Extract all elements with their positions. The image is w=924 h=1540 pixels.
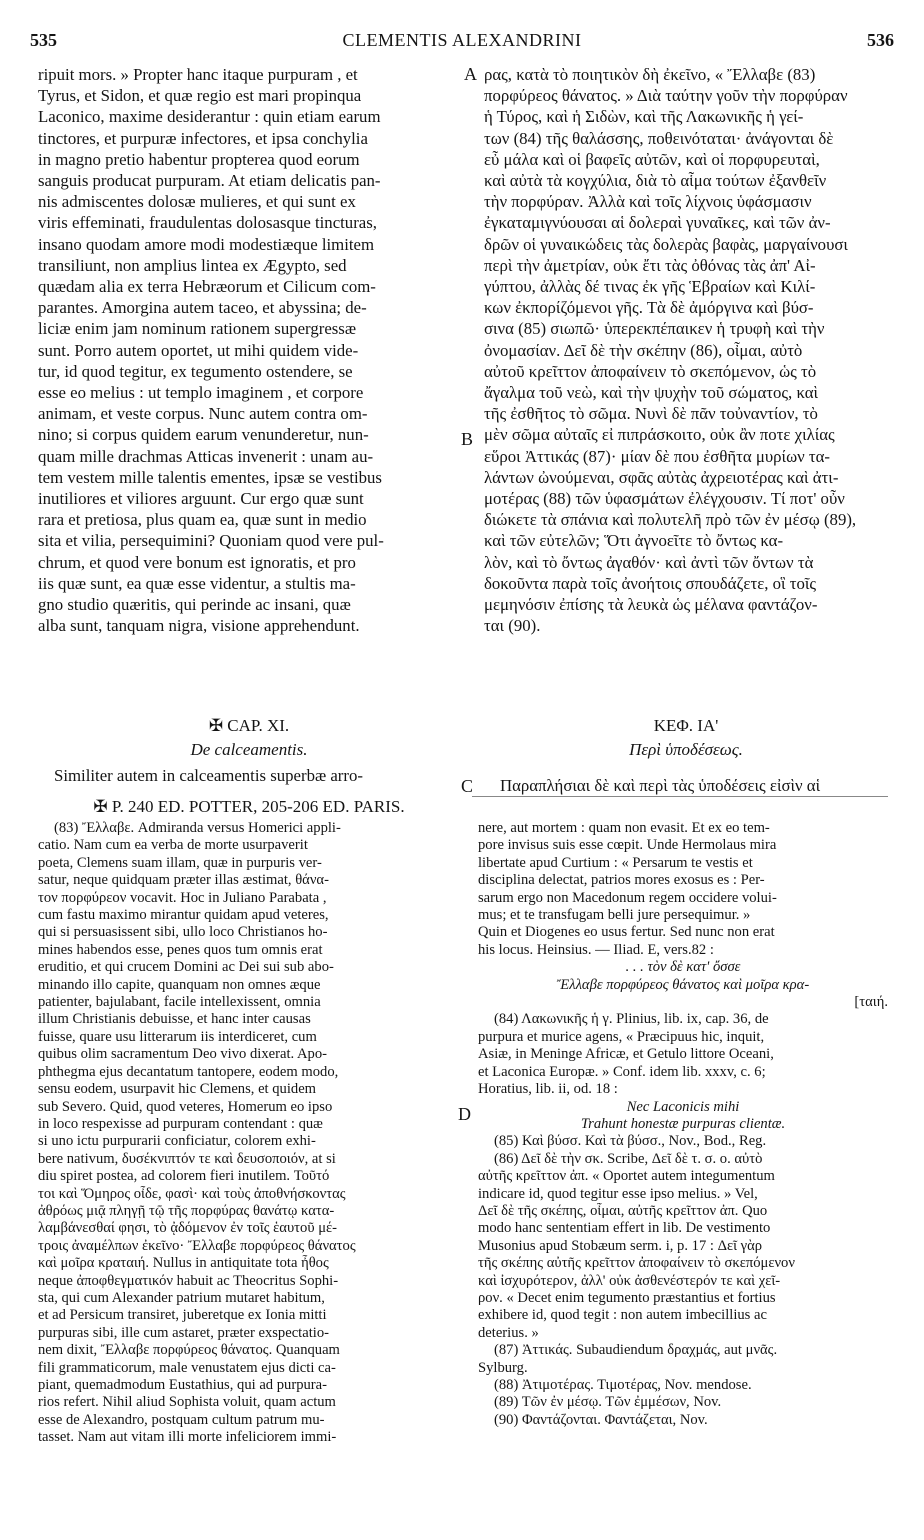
latin-line: gno studio quæritis, qui perinde ac insani, quæ	[38, 595, 351, 615]
footnote-line: phthegma ejus decantatum tantopere, eodem modo,	[38, 1063, 339, 1080]
footnote-line: esse de Alexandro, postquam cultum patrum mu-	[38, 1411, 325, 1428]
footnote-line: (88) Ἀτιμοτέρας. Τιμοτέρας, Nov. mendose.	[494, 1377, 752, 1393]
chapter-title-latin: ✠ CAP. XI.	[208, 716, 290, 735]
greek-line: αὐτοῦ κρεῖττον ἀποφαίνειν τὸ σκεπόμενον, ὡς τὸ	[484, 361, 817, 381]
footnote-line: nem dixit, Ἔλλαβε πορφύρεος θάνατος. Quanquam	[38, 1342, 340, 1359]
latin-line: tinctores, et purpuræ infectores, et ipsa conchylia	[38, 128, 368, 148]
greek-line: κων ἐκπορίζόμενοι γῆς. Τὰ δὲ ἀμόργινα καὶ βύσ-	[484, 298, 814, 318]
greek-line: μοτέρας (88) τῶν ὑφασμάτων ἐλέγχουσιν. Τί ποτ' οὖν	[484, 489, 845, 509]
latin-line: rara et pretiosa, plus quam ea, quæ sunt in medio	[38, 510, 367, 530]
greek-line: πορφύρεος θάνατος. » Διὰ ταύτην γοῦν τὴν πορφύραν	[484, 86, 848, 106]
footnote-line: nere, aut mortem : quam non evasit. Et ex eo tem-	[478, 820, 770, 836]
footnote-line: (86) Δεῖ δὲ τὴν σκ. Scribe, Δεῖ δὲ τ. σ. ο. αὐτὸ	[494, 1150, 763, 1167]
footnote-line: αὐτῆς κρεῖττον ἀπ. « Oportet autem integumentum	[478, 1168, 775, 1185]
footnote-line: Δεῖ δὲ τῆς σκέπης, οἶμαι, αὐτῆς κρεῖττον ἀπ. Quo	[478, 1202, 768, 1219]
latin-line: quædam alia ex terra Hebræorum et Cilicum com-	[38, 277, 376, 297]
footnote-line: sarum ergo non Macedonum regem occidere volui-	[478, 889, 777, 906]
footnote-line: exhibere id, quod tegit : non autem imbecillius ac	[478, 1307, 767, 1324]
greek-line: ται (90).	[484, 616, 541, 636]
footnote-line: catio. Nam cum ea verba de morte usurpaverit	[38, 837, 308, 854]
page-number-left: 535	[30, 30, 57, 50]
footnote-line: et Laconica Europæ. » Conf. idem lib. xxxv, c. 6;	[478, 1063, 766, 1080]
footnote-line: rios refert. Nihil aliud Sophista voluit, quam actum	[38, 1394, 336, 1411]
chapter-heading-latin	[38, 714, 460, 762]
footnote-line: (85) Καὶ βύσσ. Καὶ τὰ βύσσ., Nov., Bod., Reg.	[494, 1133, 767, 1150]
footnotes-left	[38, 820, 460, 1447]
footnote-line: fuisse, quare usu litterarum iis interdiceret, cum	[38, 1028, 317, 1045]
greek-line: τῆς ἐσθῆτος τὸ σῶμα. Νυνὶ δὲ πᾶν τοὐναντίον, τὸ	[484, 404, 818, 424]
greek-line: μὲν σῶμα αὐταῖς εἰ πιπράσκοιτο, οὐκ ἂν ποτε χιλίας	[484, 425, 835, 445]
footnote-line: τον πορφύρεον vocavit. Hoc in Juliano Parabata ,	[38, 889, 327, 906]
footnote-line: sta, qui cum Alexander patrium mutaret habitum,	[38, 1289, 325, 1306]
footnote-line: deterius. »	[478, 1324, 539, 1341]
greek-line: σινα (85) σιωπῶ· ὑπερεκπέπαικεν ἡ τρυφὴ καὶ τὴν	[484, 319, 825, 339]
greek-line: διώκετε τὰ σπάνια καὶ πολυτελῆ πρὸ τῶν ἐν μέσῳ (89),	[484, 510, 857, 530]
latin-line: inutiliores et viliores arguunt. Cur ergo quæ sunt	[38, 489, 364, 509]
chapter-subtitle-latin: De calceamentis.	[190, 740, 308, 759]
page-number-right: 536	[867, 30, 894, 50]
greek-line: καὶ τῶν εὐτελῶν; Ὅτι ἀγνοεῖτε τὸ ὄντως κα-	[484, 531, 784, 551]
latin-line: animam, et veste corpus. Nunc autem contra om-	[38, 404, 368, 424]
latin-line: transiliunt, non amplius lintea ex Ægypto, sed	[38, 255, 347, 275]
footnotes-right	[478, 820, 888, 1429]
footnote-line: τροις ἀναμέλπων ἐκεῖνο· Ἔλλαβε πορφύρεος θάνατος	[38, 1237, 356, 1254]
text-line: Παραπλήσιαι δὲ καὶ περὶ τὰς ὑποδέσεις εἰσὶν αἱ	[500, 776, 821, 795]
latin-line: tem vestem mille talentis ementes, ipsæ se vestibus	[38, 467, 382, 487]
footnote-line: Horatius, lib. ii, od. 18 :	[478, 1081, 618, 1098]
greek-line: ἄγαλμα τοῦ νεὼ, καὶ τὴν ψυχὴν τοῦ σώματος, καὶ	[484, 383, 819, 403]
greek-line: καὶ αὐτὰ τὰ κογχύλια, διὰ τὸ αἷμα τούτων ἐξανθεῖν	[484, 171, 827, 191]
footnote-line: Ἔλλαβε πορφύρεος θάνατος καὶ μοῖρα κρα-	[556, 976, 810, 993]
margin-letter-b: B	[461, 429, 474, 449]
footnote-line: τοι καὶ Ὅμηρος οἶδε, φασὶ· καὶ τοὺς ἀποθνήσκοντας	[38, 1185, 346, 1202]
greek-line: δοκοῦντα παρὰ τοῖς ἀνοήτοις σπουδάζετε, οἳ τοῖς	[484, 573, 817, 593]
footnote-line: Sylburg.	[478, 1359, 528, 1376]
footnote-line: . . . τὸν δὲ κατ' ὄσσε	[625, 959, 741, 976]
margin-letter-d: D	[458, 1104, 471, 1124]
footnote-line: qui si persuasissent sibi, ullo loco Christianos ho-	[38, 924, 328, 941]
latin-line: iis quæ sunt, ea quæ esse videntur, a stultis ma-	[38, 573, 356, 593]
latin-line: quam mille drachmas Atticas invenerit : unam au-	[38, 446, 374, 466]
greek-line: ὀνομασίαν. Δεῖ δὲ τὴν σκέπην (86), οἶμαι, αὐτὸ	[484, 340, 803, 360]
footnote-line: si uno ictu purpurarii conficiatur, colorem exhi-	[38, 1133, 316, 1150]
greek-line: των (84) τῆς θαλάσσης, ποθεινόταται· ἀνάγονται δὲ	[484, 128, 834, 148]
chapter-first-line-greek	[484, 775, 888, 796]
chapter-subtitle-greek: Περὶ ὑποδέσεως.	[629, 740, 743, 759]
greek-line: περὶ τὴν ἀμετρίαν, οὐκ ἔτι τὰς ὀθόνας τὰς ἀπ' Αἰ-	[484, 255, 816, 275]
footnote-line: (87) Ἀττικάς. Subaudiendum δραχμάς, aut μνᾶς.	[494, 1342, 778, 1359]
footnote-line: bere nativum, δυσέκνιπτόν τε καὶ δευσοποιόν, at si	[38, 1150, 336, 1167]
footnote-line: diu spiret postea, ad colorem fieri inutilem. Τοῦτό	[38, 1168, 330, 1185]
latin-line: in magno pretio habentur propterea quod eorum	[38, 149, 360, 169]
notes-divider	[472, 796, 888, 797]
footnote-line: disciplina delectat, patrios mores exosus es : Per-	[478, 872, 765, 889]
latin-line: sita et vilia, persequimini? Quoniam quod vere pul-	[38, 531, 384, 551]
latin-line: parantes. Amorgina autem taceo, et abyssina; de-	[38, 298, 367, 318]
greek-line: μεμηνόσιν ἐπίσης τὰ λευκὰ ὡς μέλανα φαντάζον-	[484, 595, 818, 615]
greek-line: δρῶν οἱ γυναικώδεις τὰς δολερὰς βαφὰς, μαργαίνουσι	[484, 234, 848, 254]
footnote-line: tasset. Nam aut vitam illi morte infeliciorem immi-	[38, 1429, 337, 1446]
latin-line: esse eo melius : ut templo imaginem , et corpore	[38, 383, 364, 403]
footnote-line: (83) Ἔλλαβε. Admiranda versus Homerici appli-	[54, 820, 341, 836]
footnote-line: minando illo capite, quanquam non omnes æque	[38, 976, 321, 993]
latin-line: nino; si corpus quidem earum venunderetur, nun-	[38, 425, 369, 445]
edition-reference: ✠ P. 240 ED. POTTER, 205-206 ED. PARIS.	[93, 797, 405, 816]
greek-line: εὖ μάλα καὶ οἱ βαφεῖς αὐτῶν, καὶ οἱ πορφυρευταὶ,	[484, 149, 820, 169]
running-header	[30, 30, 894, 54]
footnote-line: sensu eodem, usurpavit hic Clemens, et quidem	[38, 1081, 317, 1098]
footnote-line: illum Christianis debuisse, et hanc inter causas	[38, 1011, 311, 1028]
latin-line: liciæ enim jam nominum rationem supergressæ	[38, 319, 357, 339]
footnote-line: Quin et Diogenes eo usus fertur. Sed nunc non erat	[478, 924, 775, 941]
footnote-line: libertate apud Curtium : « Persarum te vestis et	[478, 854, 753, 871]
latin-text-column	[38, 64, 460, 636]
chapter-heading-greek	[484, 714, 888, 762]
greek-line: ἐγκαταμιγνύουσαι αἱ δολεραὶ γυναῖκες, καὶ τῶν ἀν-	[484, 213, 831, 233]
footnote-line: poeta, Clemens suam illam, quæ in purpuris ver-	[38, 854, 322, 871]
latin-line: Tyrus, et Sidon, et quæ regio est mari propinqua	[38, 86, 362, 106]
greek-line: τὴν πορφύραν. Ἀλλὰ καὶ τοῖς λίχνοις ὑφάσμασιν	[484, 192, 812, 212]
footnote-line: purpura et murice agens, « Præcipuus hic, inquit,	[478, 1028, 765, 1045]
footnote-line: eruditio, et qui crucem Domini ac Dei sui sub abo-	[38, 959, 334, 976]
footnote-line: patienter, bajulabant, facile intellexissent, omnia	[38, 994, 321, 1011]
footnote-line: ἀθρόως μιᾷ πληγῇ τῷ τῆς πορφύρας θανάτῳ κατα-	[38, 1202, 335, 1219]
footnote-line: mines habendos esse, penes quos tum omnis erat	[38, 941, 323, 958]
latin-line: alba sunt, tanquam nigra, visione apprehendunt.	[38, 616, 360, 636]
greek-line: λὸν, καὶ τὸ ὄντως ἀγαθόν· καὶ ἀντὶ τῶν ὄντων τὰ	[484, 552, 814, 572]
margin-letter-c: C	[461, 776, 474, 796]
footnote-line: et ad Persicum transiret, juberetque ex Ionia mitti	[38, 1307, 327, 1324]
footnote-line: neque ἀποφθεγματικόν habuit ac Theocritus Sophi-	[38, 1272, 339, 1289]
footnote-line: quibus olim sacramentum Deo vivo dixerat. Apo-	[38, 1046, 327, 1063]
footnote-line: (89) Τῶν ἐν μέσῳ. Τῶν ἐμμέσων, Nov.	[494, 1394, 722, 1411]
greek-line: λάντων ὠνούμεναι, σφᾶς αὐτὰς ἀχρειοτέρας καὶ ἀτι-	[484, 467, 839, 487]
latin-line: sanguis producat purpuram. At etiam delicatis pan-	[38, 171, 381, 191]
footnote-line: indicare id, quod tegitur esse ipso melius. » Vel,	[478, 1185, 758, 1202]
text-line: Similiter autem in calceamentis superbæ arro-	[54, 766, 363, 785]
greek-line: ἡ Τύρος, καὶ ἡ Σιδὼν, καὶ τῆς Λακωνικῆς ἡ γεί-	[484, 107, 804, 127]
running-title: CLEMENTIS ALEXANDRINI	[342, 30, 582, 50]
footnote-line: Asiæ, in Meninge Africæ, et Getulo littore Oceani,	[478, 1046, 774, 1063]
footnote-line: modo hanc sententiam effert in lib. De vestimento	[478, 1220, 771, 1237]
footnote-line: piant, quemadmodum Eustathius, qui ad purpura-	[38, 1377, 327, 1393]
latin-line: ripuit mors. » Propter hanc itaque purpuram , et	[38, 65, 358, 84]
footnote-line: Trahunt honestæ purpuras clientæ.	[580, 1115, 786, 1132]
footnote-line: purpuras sibi, ille cum astaret, præter exspectatio-	[38, 1324, 329, 1341]
footnote-line: καὶ μοῖρα κραταιή. Nullus in antiquitate tota ἦθος	[38, 1255, 329, 1272]
footnote-line: (84) Λακωνικῆς ἡ γ. Plinius, lib. ix, cap. 36, de	[494, 1011, 769, 1028]
latin-line: nis admiscentes dolosæ mulieres, et qui sunt ex	[38, 192, 356, 212]
footnote-line: τῆς σκέπης αὐτῆς κρεῖττον ἀποφαίνειν τὸ σκεπόμενον	[478, 1255, 795, 1272]
latin-line: sunt. Porro autem oportet, ut mihi quidem vide-	[38, 340, 359, 360]
latin-line: tur, id quod tegitur, ex tegumento ostendere, se	[38, 361, 353, 381]
greek-line: εὕροι Ἀττικάς (87)· μίαν δὲ που ἐσθῆτα μυρίων τα-	[484, 446, 831, 466]
latin-line: Laconico, maxime desiderantur : quin etiam earum	[38, 107, 381, 127]
footnote-line: (90) Φαντάζονται. Φαντάζεται, Nov.	[494, 1411, 708, 1428]
greek-text-column	[484, 64, 888, 636]
footnote-line: satur, neque quidquam præter illas æstimat, θάνα-	[38, 872, 329, 889]
latin-line: chrum, et quod vere bonum est ignoratis, et pro	[38, 552, 356, 572]
latin-line: viris effeminati, fraudulentas dolosasque tincturas,	[38, 213, 377, 233]
footnote-line: mus; et te transfugam belli jure persequimur. »	[478, 907, 751, 924]
footnote-line: λαμβάνεσθαί φησι, τὸ ᾀδόμενον ἐν τοῖς ἑαυτοῦ μέ-	[38, 1220, 338, 1237]
footnote-line: pore invisus suis esse cœpit. Unde Hermolaus mira	[478, 837, 777, 854]
footnote-line: καὶ ἰσχυρότερον, ἀλλ' οὐκ ἀσθενέστερόν τε καὶ χεῖ-	[478, 1272, 781, 1289]
greek-line: γύπτου, ἀλλὰς δέ τινας ἐκ γῆς Ἑβραίων καὶ Κιλί-	[484, 277, 816, 297]
greek-line: ρας, κατὰ τὸ ποιητικὸν δὴ ἐκεῖνο, « Ἔλλαβε (83)	[484, 65, 816, 84]
footnote-line: fili grammaticorum, male venustatem ejus dicti ca-	[38, 1359, 336, 1376]
footnote-line: sub Severo. Quid, quod veteres, Homerum eo ipso	[38, 1098, 333, 1115]
footnote-line: in loco respexisse ad purpuram contendant : quæ	[38, 1115, 323, 1132]
footnote-line: Musonius apud Stobæum serm. i, p. 17 : Δεῖ γὰρ	[478, 1237, 763, 1254]
footnote-line: [ταιή.	[854, 994, 888, 1011]
footnote-line: cum fastu maximo mirantur quidam apud veteres,	[38, 907, 329, 924]
margin-letter-a: A	[464, 64, 477, 84]
latin-line: insano quodam amore modi modestiæque limitem	[38, 234, 375, 254]
chapter-first-line-latin	[38, 765, 460, 786]
chapter-title-greek: ΚΕΦ. ΙΑ'	[653, 716, 719, 735]
footnote-line: his locus. Heinsius. — Iliad. E, vers.82 :	[478, 941, 714, 958]
footnote-line: Nec Laconicis mihi	[626, 1098, 740, 1115]
footnote-line: ρον. « Decet enim tegumento præstantius et fortius	[478, 1289, 776, 1306]
